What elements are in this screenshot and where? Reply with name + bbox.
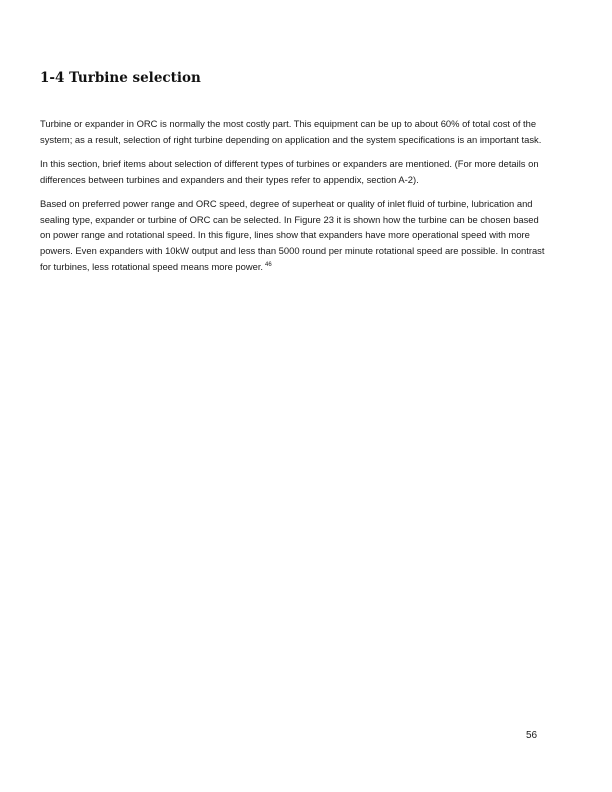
document-page <box>40 0 556 792</box>
page-number: 56 <box>526 730 538 741</box>
section-body <box>40 116 546 284</box>
paragraph-overview: In this section, brief items about selection of different types of turbines or expanders are mentioned. (For more details on differences between turbines and expanders and their types refer to appendix, section A-2). <box>40 158 539 185</box>
section-heading: 1-4 Turbine selection <box>40 70 201 86</box>
paragraph-selection-text: Based on preferred power range and ORC speed, degree of superheat or quality of inlet fluid of turbine, lubrication and sealing type, expander or turbine of ORC can be selected. In Figure 23 it is shown how the turbine can be chosen based on power range and rotational speed. In this figure, lines show that expanders have more operational speed with more powers. Even expanders with 10kW output and less than 5000 round per minute rotational speed are possible. In contrast for turbines, less rotational speed means more power. <box>40 198 545 272</box>
paragraph-cost: Turbine or expander in ORC is normally the most costly part. This equipment can be up to about 60% of total cost of the system; as a result, selection of right turbine depending on application and the system specifications is an important task. <box>40 118 542 145</box>
paragraph-selection-criteria <box>40 196 546 275</box>
footnote-reference[interactable]: 46 <box>265 262 272 268</box>
